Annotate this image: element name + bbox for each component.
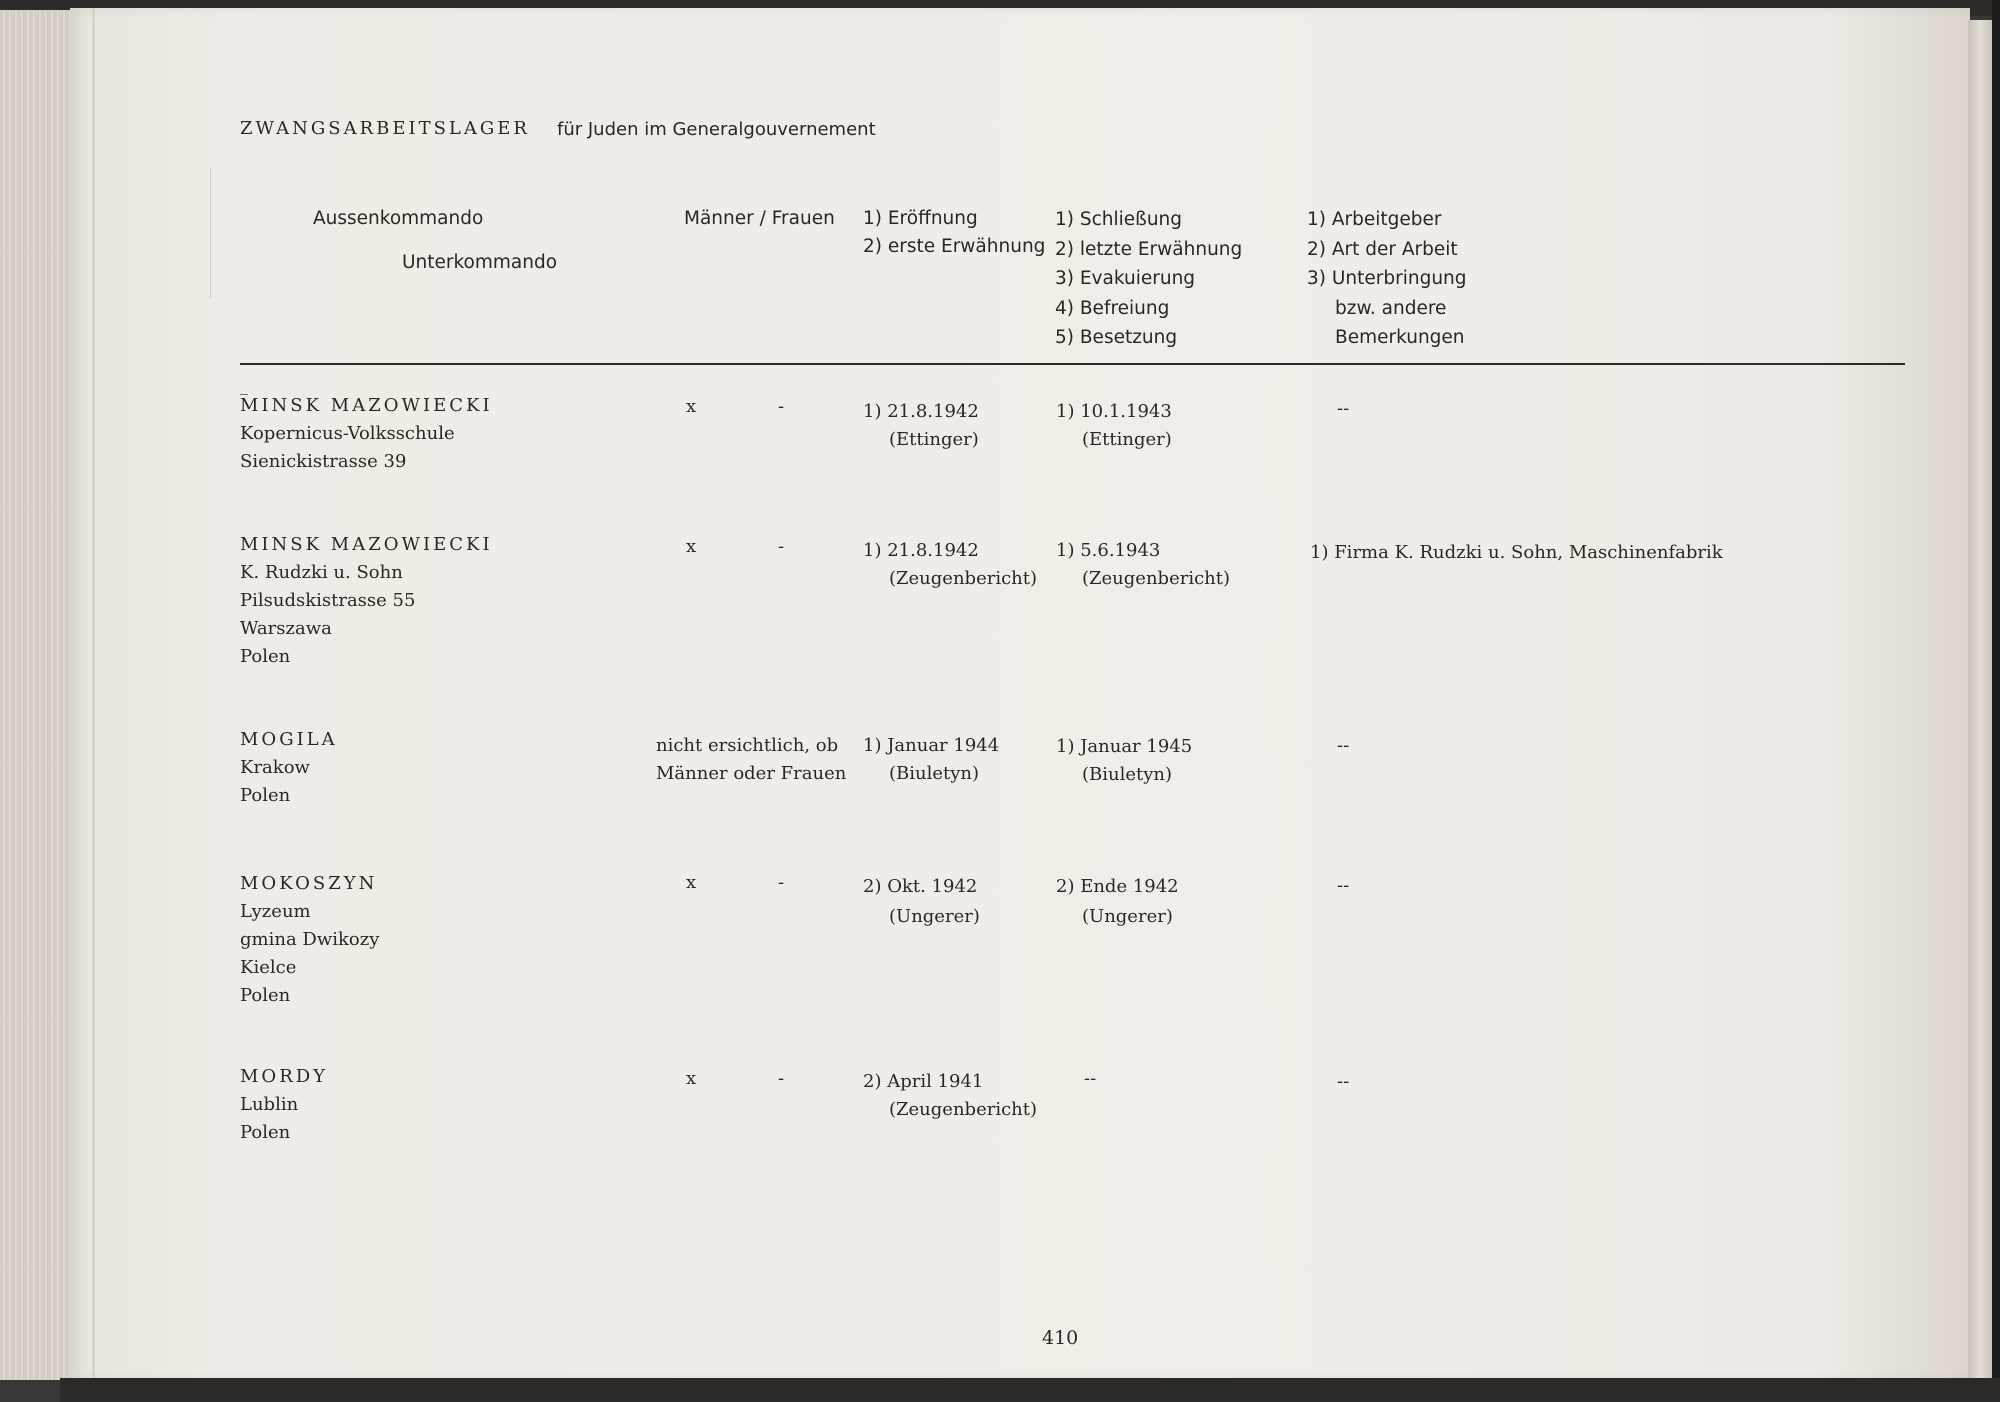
header-unterkommando: Unterkommando: [402, 252, 558, 273]
opening-date: 2) April 1941: [863, 1071, 984, 1092]
camp-detail: Pilsudskistrasse 55: [240, 590, 416, 611]
header-schliessung-line: 1) Schließung: [1055, 209, 1183, 230]
closing-date: 1) Januar 1945: [1056, 736, 1193, 757]
camp-name: MOKOSZYN: [240, 873, 378, 894]
camp-detail: Sienickistrasse 39: [240, 451, 407, 472]
closing-cell: [1056, 733, 1192, 789]
scan-background-right: [1992, 0, 2000, 1402]
header-aussenkommando: Aussenkommando: [313, 208, 484, 229]
closing-source: (Biuletyn): [1082, 764, 1173, 785]
remarks-cell: 1) Firma K. Rudzki u. Sohn, Maschinenfabrik: [1310, 542, 1723, 563]
camp-name: MOGILA: [240, 729, 338, 750]
closing-date: 1) 5.6.1943: [1056, 540, 1161, 561]
header-schliessung-line: 4) Befreiung: [1055, 297, 1170, 319]
margin-mark: [210, 168, 211, 298]
closing-date: 2) Ende 1942: [1056, 876, 1179, 897]
mf-note-line: Männer oder Frauen: [656, 763, 847, 784]
maenner-mark: x: [686, 536, 697, 557]
remarks-cell: --: [1337, 875, 1350, 896]
camp-name: MINSK MAZOWIECKI: [240, 534, 493, 555]
closing-source: (Ungerer): [1082, 906, 1173, 927]
header-divider-rule: [240, 363, 1905, 365]
camp-detail: Lublin: [240, 1094, 299, 1115]
header-arbeitgeber-line: 2) Art der Arbeit: [1307, 238, 1458, 260]
remarks-cell: --: [1337, 398, 1350, 419]
frauen-mark: -: [778, 872, 785, 893]
header-eroeffnung: [863, 205, 1045, 261]
camp-detail: Polen: [240, 985, 291, 1006]
opening-source: (Biuletyn): [889, 763, 980, 784]
camp-detail: Warszawa: [240, 618, 332, 639]
closing-date: 1) 10.1.1943: [1056, 401, 1172, 422]
header-maenner-frauen: Männer / Frauen: [684, 208, 835, 229]
header-arbeitgeber: [1307, 205, 1467, 353]
opening-source: (Zeugenbericht): [889, 568, 1038, 589]
header-arbeitgeber-line: Bemerkungen: [1335, 327, 1465, 348]
remarks-cell: --: [1337, 735, 1350, 756]
table-row: [240, 392, 493, 476]
opening-cell: [863, 872, 980, 932]
maenner-frauen-note: [656, 732, 846, 788]
camp-name: MORDY: [240, 1066, 329, 1087]
opening-date: 1) 21.8.1942: [863, 401, 979, 422]
header-eroeffnung-line: 1) Eröffnung: [863, 208, 978, 229]
opening-date: 1) Januar 1944: [863, 735, 1000, 756]
closing-cell: [1056, 872, 1179, 932]
frauen-mark: -: [778, 536, 785, 557]
document-title-rest: für Juden im Generalgouvernement: [557, 119, 876, 140]
header-arbeitgeber-line: 3) Unterbringung: [1307, 268, 1467, 289]
table-row: [240, 531, 493, 671]
camp-detail: Polen: [240, 785, 291, 806]
table-row: [240, 1063, 328, 1147]
closing-cell: --: [1084, 1068, 1097, 1089]
remarks-cell: --: [1337, 1071, 1350, 1092]
opening-source: (Zeugenbericht): [889, 1099, 1038, 1120]
document-title-caps: ZWANGSARBEITSLAGER: [240, 118, 530, 139]
camp-detail: Polen: [240, 1122, 291, 1143]
header-schliessung-line: 5) Besetzung: [1055, 327, 1178, 348]
camp-name: MINSK MAZOWIECKI: [240, 395, 493, 416]
maenner-mark: x: [686, 396, 697, 417]
page-gutter-line: [92, 8, 95, 1380]
camp-detail: Krakow: [240, 757, 310, 778]
opening-source: (Ungerer): [889, 906, 980, 927]
camp-detail: gmina Dwikozy: [240, 929, 380, 950]
table-row: [240, 726, 338, 810]
camp-detail: Lyzeum: [240, 901, 311, 922]
header-schliessung-line: 2) letzte Erwähnung: [1055, 238, 1243, 260]
table-row: [240, 870, 379, 1010]
camp-detail: K. Rudzki u. Sohn: [240, 562, 403, 583]
closing-source: (Zeugenbericht): [1082, 568, 1231, 589]
closing-source: (Ettinger): [1082, 429, 1172, 450]
camp-detail: Polen: [240, 646, 291, 667]
maenner-mark: x: [686, 1068, 697, 1089]
mf-note-line: nicht ersichtlich, ob: [656, 735, 839, 756]
header-arbeitgeber-line: bzw. andere: [1335, 297, 1447, 319]
header-arbeitgeber-line: 1) Arbeitgeber: [1307, 209, 1442, 230]
camp-detail: Kielce: [240, 957, 297, 978]
opening-cell: [863, 732, 999, 788]
opening-cell: [863, 1068, 1037, 1124]
maenner-mark: x: [686, 872, 697, 893]
frauen-mark: -: [778, 396, 785, 417]
closing-cell: [1056, 537, 1230, 593]
camp-detail: Kopernicus-Volksschule: [240, 423, 455, 444]
header-eroeffnung-line: 2) erste Erwähnung: [863, 236, 1046, 257]
opening-date: 1) 21.8.1942: [863, 540, 979, 561]
scan-background-bottom: [60, 1378, 2000, 1402]
book-page-edges: [0, 10, 72, 1380]
frauen-mark: -: [778, 1068, 785, 1089]
closing-cell: [1056, 398, 1172, 454]
opening-source: (Ettinger): [889, 429, 979, 450]
header-schliessung-line: 3) Evakuierung: [1055, 268, 1196, 289]
opening-date: 2) Okt. 1942: [863, 876, 978, 897]
page-number: 410: [1042, 1327, 1079, 1349]
header-schliessung: [1055, 205, 1242, 353]
opening-cell: [863, 398, 979, 454]
opening-cell: [863, 537, 1037, 593]
